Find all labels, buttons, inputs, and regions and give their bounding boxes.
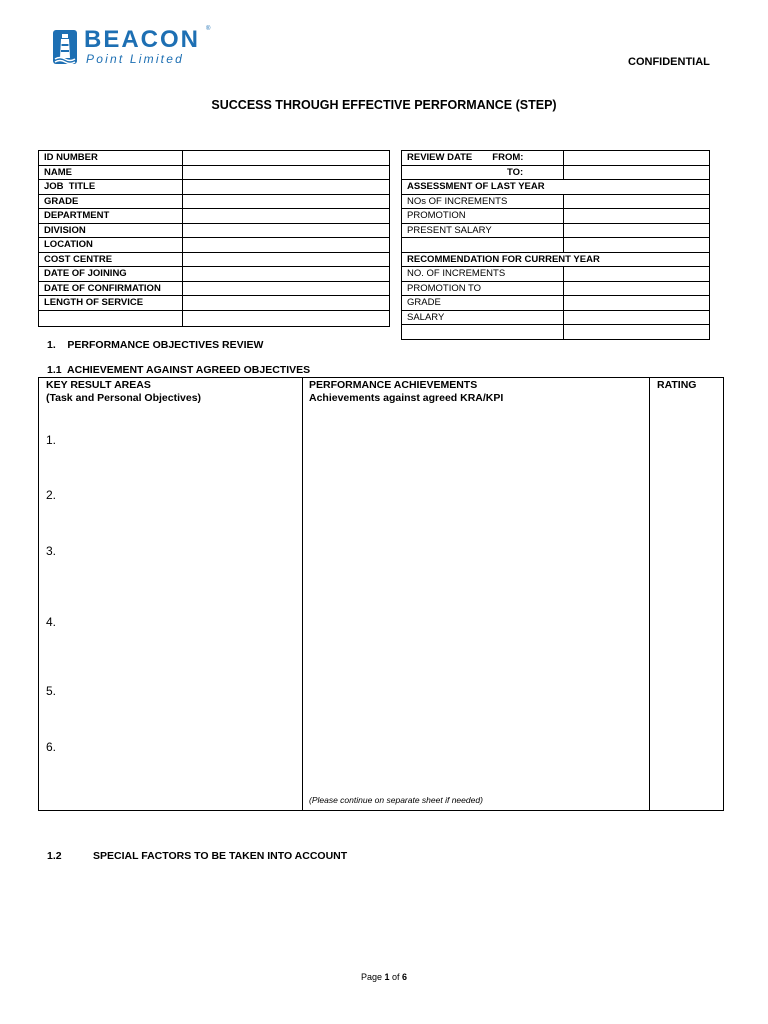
table-row bbox=[39, 209, 390, 224]
table-row bbox=[402, 310, 710, 325]
grade-field[interactable] bbox=[183, 194, 390, 209]
cost-centre-field[interactable] bbox=[183, 252, 390, 267]
field-label: NO. OF INCREMENTS bbox=[402, 267, 564, 282]
field-label: LENGTH OF SERVICE bbox=[39, 296, 183, 311]
continue-note: (Please continue on separate sheet if needed) bbox=[309, 795, 483, 805]
table-row bbox=[39, 238, 390, 253]
review-info-table bbox=[401, 150, 710, 340]
section-1-1-heading: 1.1 ACHIEVEMENT AGAINST AGREED OBJECTIVES bbox=[47, 364, 311, 376]
field-label: DATE OF JOINING bbox=[39, 267, 183, 282]
rating-column[interactable] bbox=[650, 378, 723, 810]
to-date-field[interactable] bbox=[564, 165, 710, 180]
table-row bbox=[402, 180, 710, 195]
field-label: SALARY bbox=[402, 310, 564, 325]
page-indicator bbox=[0, 972, 768, 982]
section-1-heading: 1. PERFORMANCE OBJECTIVES REVIEW bbox=[47, 339, 264, 351]
table-row bbox=[402, 151, 710, 166]
field-label: PROMOTION TO bbox=[402, 281, 564, 296]
date-of-joining-field[interactable] bbox=[183, 267, 390, 282]
blank-label-cell[interactable] bbox=[39, 310, 183, 326]
key-result-areas-column[interactable] bbox=[39, 378, 303, 810]
field-label: ID NUMBER bbox=[39, 151, 183, 166]
last-increments-field[interactable] bbox=[564, 194, 710, 209]
kra-item-number: 3. bbox=[46, 544, 57, 558]
department-field[interactable] bbox=[183, 209, 390, 224]
table-row bbox=[402, 238, 710, 253]
rating-column-title: RATING bbox=[657, 379, 697, 391]
table-row bbox=[39, 252, 390, 267]
page-label: Page bbox=[360, 972, 385, 982]
length-of-service-field[interactable] bbox=[183, 296, 390, 311]
performance-achievements-column[interactable] bbox=[303, 378, 650, 810]
table-row bbox=[39, 296, 390, 311]
current-increments-field[interactable] bbox=[564, 267, 710, 282]
table-row bbox=[402, 296, 710, 311]
table-row bbox=[39, 194, 390, 209]
field-label: LOCATION bbox=[39, 238, 183, 253]
field-label: JOB TITLE bbox=[39, 180, 183, 195]
division-field[interactable] bbox=[183, 223, 390, 238]
promotion-to-field[interactable] bbox=[564, 281, 710, 296]
blank-value-cell[interactable] bbox=[564, 325, 710, 340]
logo-subtitle: Point Limited bbox=[86, 52, 184, 66]
name-field[interactable] bbox=[183, 165, 390, 180]
company-logo bbox=[52, 28, 222, 72]
field-label: DATE OF CONFIRMATION bbox=[39, 281, 183, 296]
field-label: NAME bbox=[39, 165, 183, 180]
review-date-text: REVIEW DATE bbox=[407, 152, 473, 164]
assessment-last-year-heading: ASSESSMENT OF LAST YEAR bbox=[402, 180, 710, 195]
to-label: TO: bbox=[507, 166, 524, 178]
table-row bbox=[39, 151, 390, 166]
table-row bbox=[402, 223, 710, 238]
last-promotion-field[interactable] bbox=[564, 209, 710, 224]
achievements-column-title: PERFORMANCE ACHIEVEMENTS bbox=[309, 379, 478, 391]
page-current: 1 bbox=[384, 972, 390, 982]
blank-label-cell[interactable] bbox=[402, 238, 564, 253]
location-field[interactable] bbox=[183, 238, 390, 253]
to-label-cell bbox=[402, 165, 564, 180]
kra-item-number: 6. bbox=[46, 740, 57, 754]
recommendation-heading: RECOMMENDATION FOR CURRENT YEAR bbox=[402, 252, 710, 267]
achievements-column-subtitle: Achievements against agreed KRA/KPI bbox=[309, 392, 504, 404]
page-total: 6 bbox=[402, 972, 408, 982]
table-row bbox=[39, 310, 390, 326]
field-label: GRADE bbox=[39, 194, 183, 209]
current-salary-field[interactable] bbox=[564, 310, 710, 325]
table-row bbox=[39, 223, 390, 238]
table-row bbox=[402, 325, 710, 340]
id-number-field[interactable] bbox=[183, 151, 390, 166]
date-of-confirmation-field[interactable] bbox=[183, 281, 390, 296]
table-row bbox=[402, 194, 710, 209]
field-label: NOs OF INCREMENTS bbox=[402, 194, 564, 209]
kra-item-number: 2. bbox=[46, 488, 57, 502]
field-label: COST CENTRE bbox=[39, 252, 183, 267]
kra-item-number: 1. bbox=[46, 433, 57, 447]
field-label: PRESENT SALARY bbox=[402, 223, 564, 238]
table-row bbox=[39, 180, 390, 195]
review-date-label bbox=[402, 151, 564, 166]
current-grade-field[interactable] bbox=[564, 296, 710, 311]
field-label: GRADE bbox=[402, 296, 564, 311]
field-label: DEPARTMENT bbox=[39, 209, 183, 224]
lighthouse-icon bbox=[52, 28, 82, 68]
job-title-field[interactable] bbox=[183, 180, 390, 195]
logo-wordmark: BEACON bbox=[84, 26, 201, 53]
page-of: of bbox=[389, 972, 403, 982]
from-label: FROM: bbox=[492, 152, 524, 164]
table-row bbox=[402, 281, 710, 296]
table-row bbox=[402, 252, 710, 267]
field-label: DIVISION bbox=[39, 223, 183, 238]
section-1-2-number: 1.2 bbox=[47, 850, 62, 862]
kra-item-number: 4. bbox=[46, 615, 57, 629]
table-row bbox=[39, 281, 390, 296]
blank-value-cell[interactable] bbox=[564, 238, 710, 253]
from-date-field[interactable] bbox=[564, 151, 710, 166]
table-row bbox=[402, 209, 710, 224]
registered-mark: ® bbox=[206, 26, 211, 32]
section-1-2-heading: SPECIAL FACTORS TO BE TAKEN INTO ACCOUNT bbox=[93, 850, 348, 862]
table-row bbox=[39, 267, 390, 282]
table-row bbox=[402, 267, 710, 282]
table-row bbox=[402, 165, 710, 180]
kra-column-title: KEY RESULT AREAS bbox=[46, 379, 151, 391]
kra-table bbox=[38, 377, 724, 811]
confidential-label: CONFIDENTIAL bbox=[628, 56, 710, 68]
document-title: SUCCESS THROUGH EFFECTIVE PERFORMANCE (STEP) bbox=[211, 98, 557, 112]
blank-value-cell[interactable] bbox=[183, 310, 390, 326]
blank-label-cell[interactable] bbox=[402, 325, 564, 340]
present-salary-field[interactable] bbox=[564, 223, 710, 238]
kra-column-subtitle: (Task and Personal Objectives) bbox=[46, 392, 202, 404]
field-label: PROMOTION bbox=[402, 209, 564, 224]
table-row bbox=[39, 165, 390, 180]
kra-item-number: 5. bbox=[46, 684, 57, 698]
employee-info-table bbox=[38, 150, 390, 327]
